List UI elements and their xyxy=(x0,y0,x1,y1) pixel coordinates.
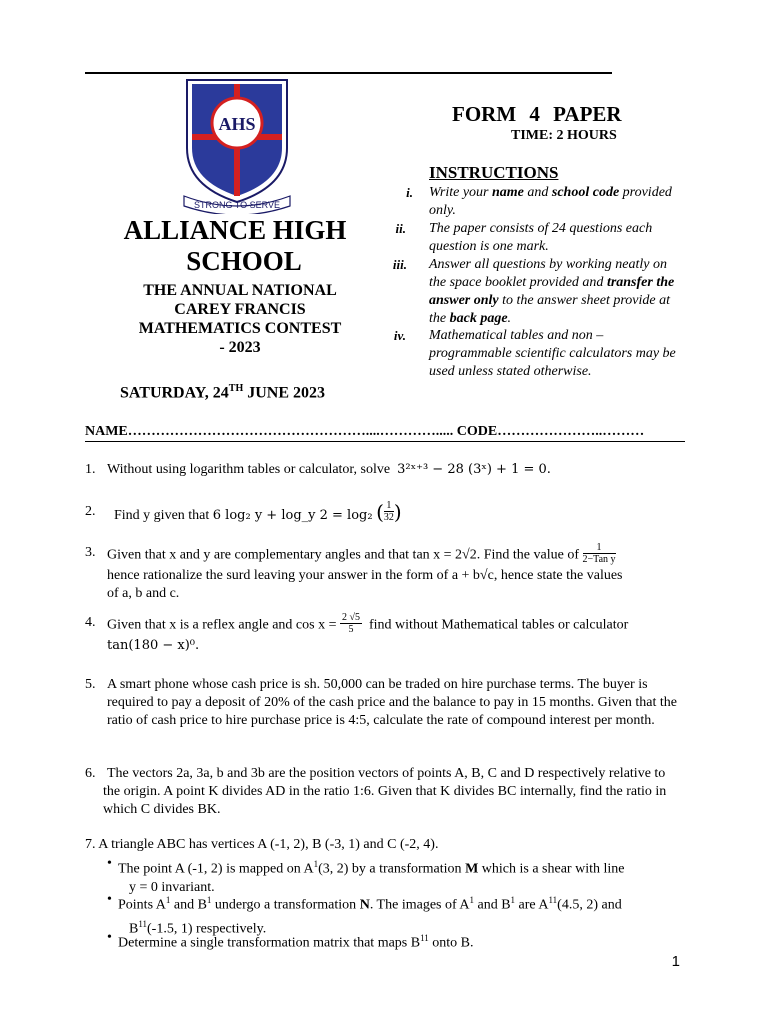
contest-title: THE ANNUAL NATIONAL CAREY FRANCIS MATHEMATICS CONTEST - 2023 xyxy=(138,282,342,356)
divider xyxy=(85,441,685,442)
instruction-number: ii. xyxy=(395,221,406,236)
instruction-item: Write your name and school code provided only. xyxy=(429,185,672,218)
instruction-number: iv. xyxy=(393,328,406,343)
school-crest-logo xyxy=(182,78,292,214)
instruction-item: Answer all questions by working neatly on the space booklet provided and transfer the answer only to the answer sheet provide at the back page. xyxy=(429,257,675,326)
school-name: ALLIANCE HIGH SCHOOL xyxy=(123,215,347,276)
question-7: 7. A triangle ABC has vertices A (-1, 2), B (-3, 1) and C (-2, 4). xyxy=(85,837,439,852)
paper-title: FORM 4 PAPER xyxy=(452,102,622,126)
instructions-heading: INSTRUCTIONS xyxy=(429,163,559,182)
exam-date: SATURDAY, 24TH JUNE 2023 xyxy=(120,383,326,402)
page-number: 1 xyxy=(671,953,680,970)
svg-text:AHS: AHS xyxy=(218,114,256,134)
question-7-bullet: • Points $A^1$ and $B^1$ undergo a transformation N. The images of $A^1$ and $B^1$ are $A^{11}(4.5$, 2) and $B^{11}(-1.5$, 1) respectively. xyxy=(107,892,622,937)
top-rule xyxy=(85,72,612,74)
name-code-field[interactable]: NAME……………………………………………....…………..... CODE…………………..……… xyxy=(85,424,645,439)
instruction-number: i. xyxy=(406,185,413,200)
time-allowed: TIME: 2 HOURS xyxy=(511,128,617,143)
instruction-item: Mathematical tables and non – programmable scientific calculators may be used unless stated otherwise. xyxy=(429,328,676,379)
question-7-bullet: • Determine a single transformation matrix that maps $B^{11}$ onto B. xyxy=(107,930,474,951)
question-7-bullet: • The point A (-1, 2) is mapped on $A^1(3$, 2) by a transformation M which is a shear with line y = 0 invariant. xyxy=(107,856,625,895)
question-2: 2. Find y given that 6 log₂ y + log_y 2 = log₂ ( $\frac{1}{32}$ ) xyxy=(85,500,402,524)
instruction-number: iii. xyxy=(392,257,407,272)
svg-text:STRONG TO SERVE: STRONG TO SERVE xyxy=(193,200,281,210)
instruction-item: The paper consists of 24 questions each question is one mark. xyxy=(429,221,653,254)
